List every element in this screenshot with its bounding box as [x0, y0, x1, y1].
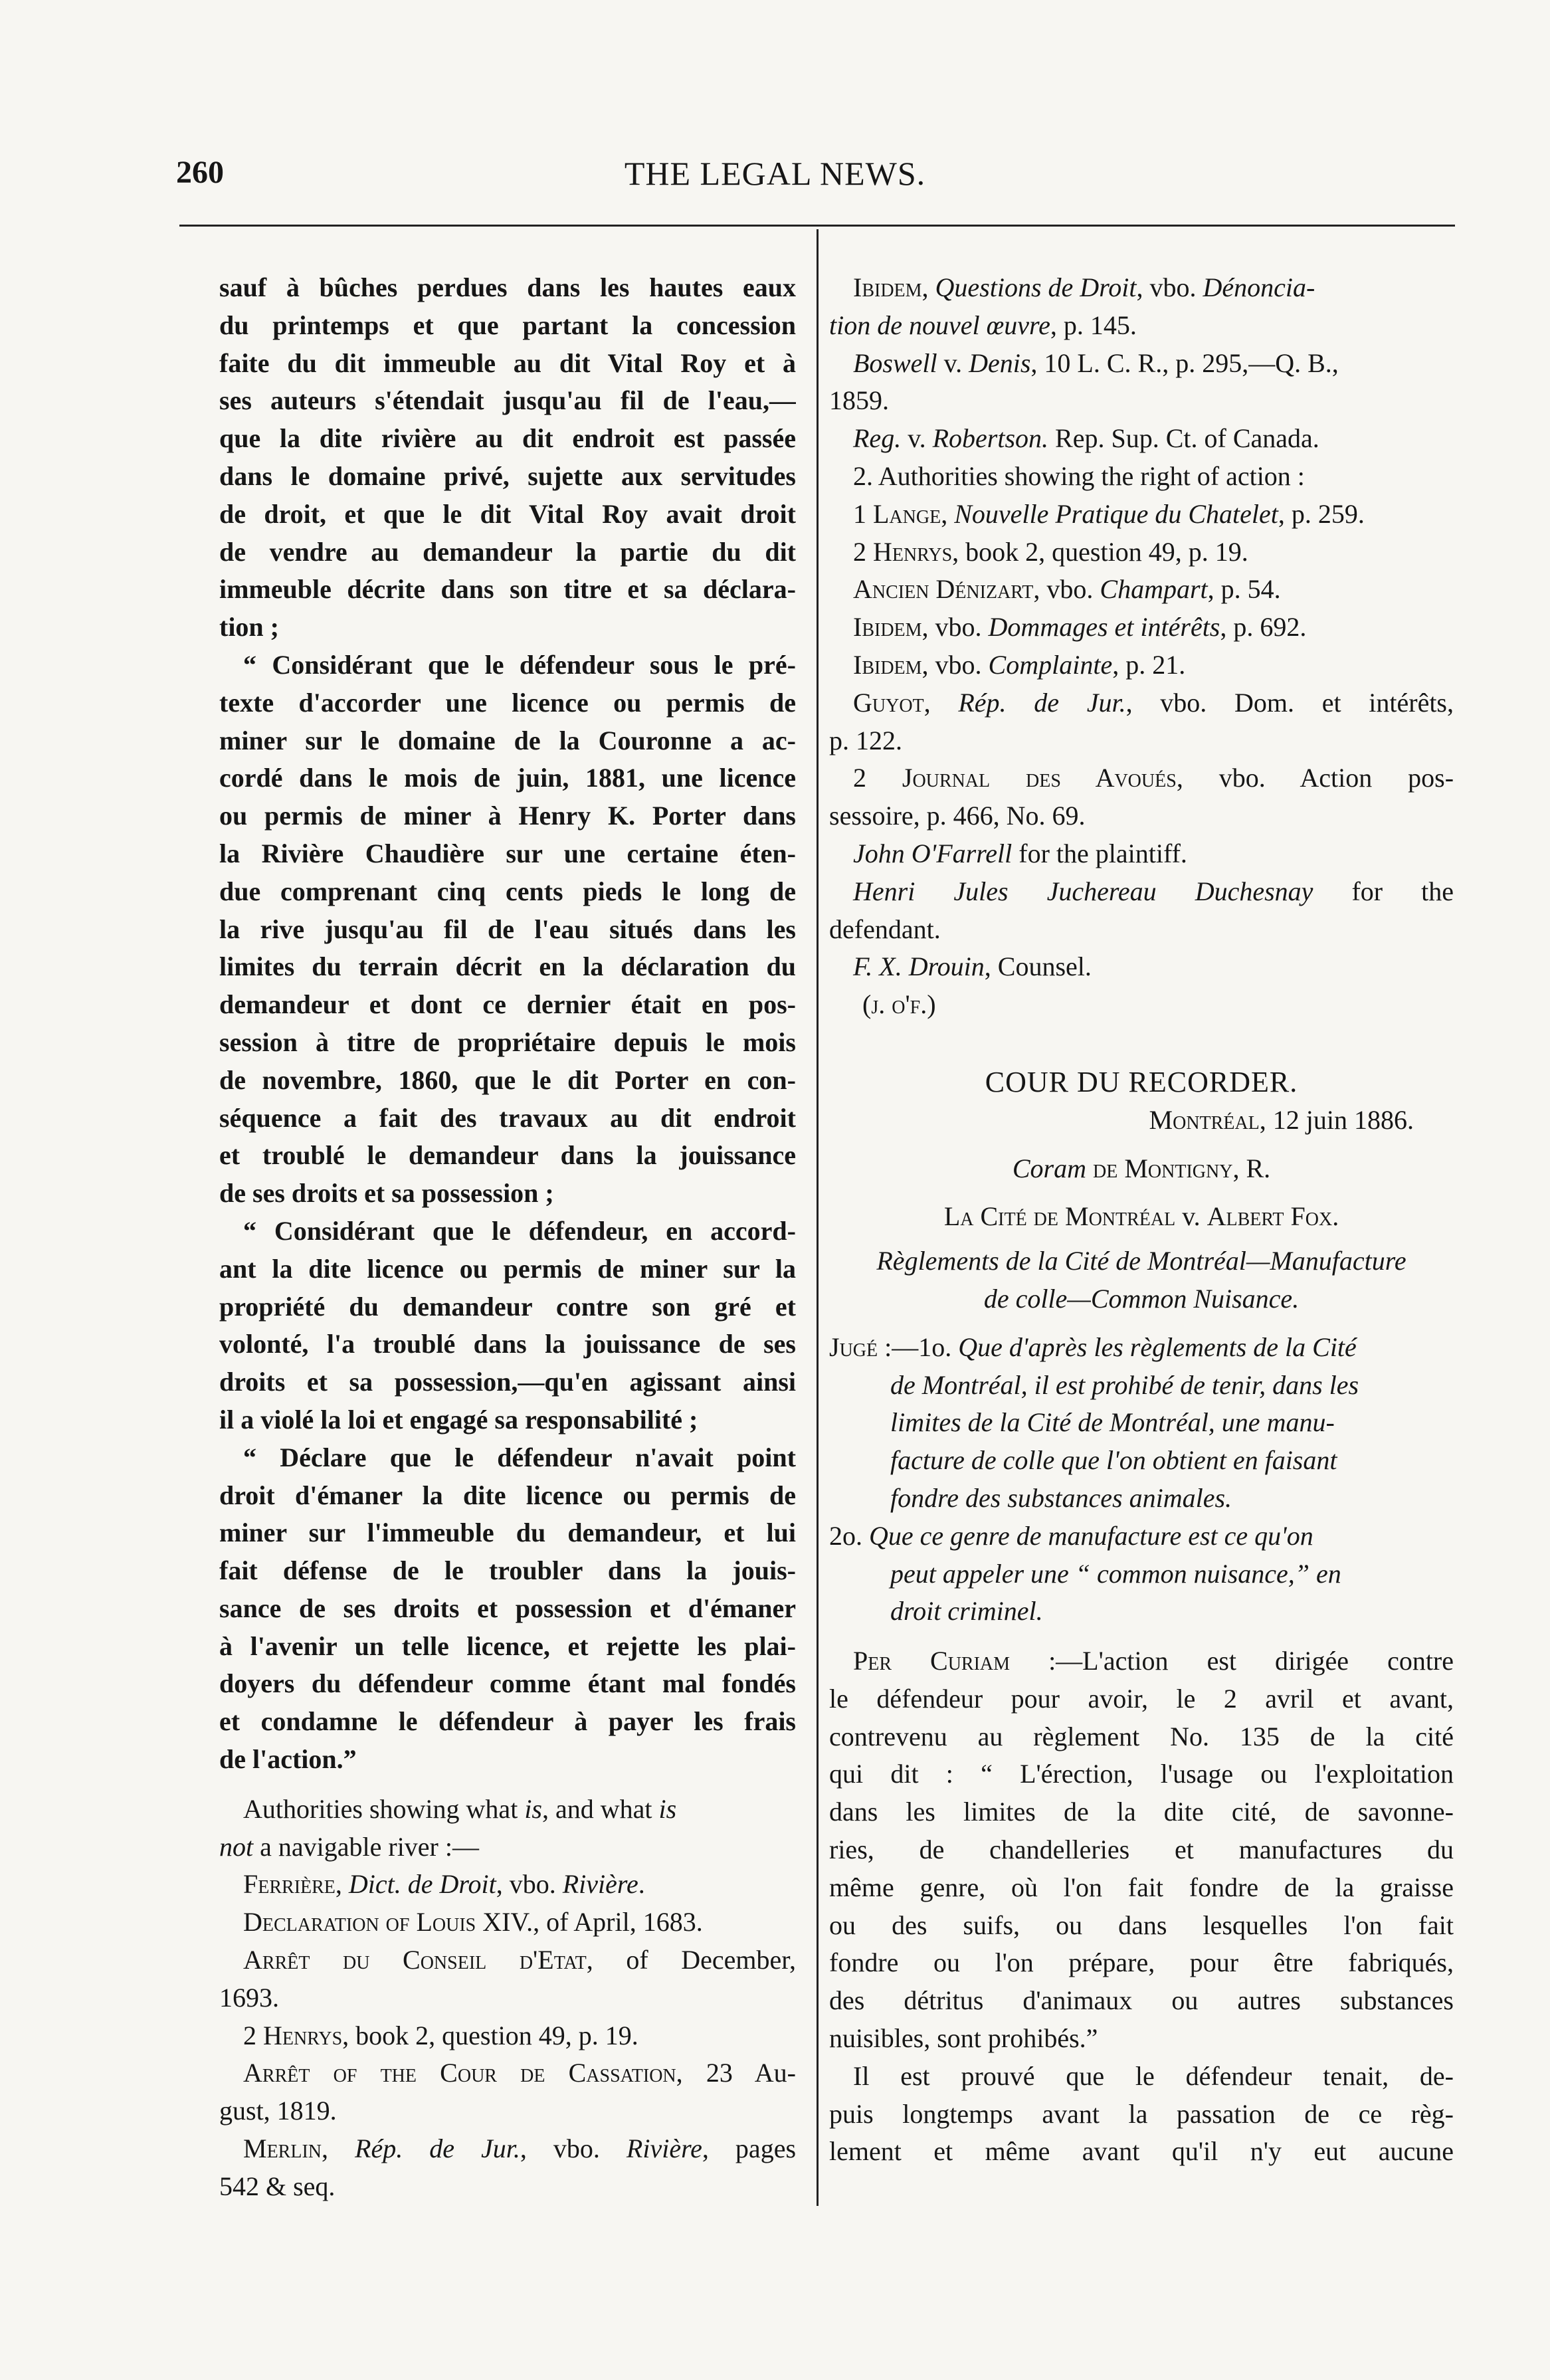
case-subject: Règlements de la Cité de Montréal—Manufacture [876, 1246, 1406, 1276]
citation-cont: tion de nouvel œuvre, p. 145. [829, 310, 1137, 340]
authorities-heading: 2. Authorities showing the right of action : [853, 460, 1305, 491]
header-rule [179, 225, 1455, 227]
text-line: cordé dans le mois de juin, 1881, une licence [219, 763, 796, 793]
case-heading: COUR DU RECORDER. [985, 1065, 1298, 1098]
text-line: sance de ses droits et possession et d'émaner [219, 1593, 796, 1623]
citation: 2 Henrys, book 2, question 49, p. 19. [853, 536, 1248, 567]
text-line: limites du terrain décrit en la déclaration du [219, 951, 796, 982]
headnote-line: limites de la Cité de Montréal, une manu- [890, 1407, 1335, 1438]
counsel-line-cont: defendant. [829, 914, 941, 944]
case-subject: de colle—Common Nuisance. [983, 1283, 1300, 1314]
text-line: la Rivière Chaudière sur une certaine éten- [219, 838, 796, 868]
text-line: nuisibles, sont prohibés.” [829, 2023, 1098, 2054]
text-line: due comprenant cinq cents pieds le long de [219, 876, 796, 906]
headnote-line: fondre des substances animales. [890, 1482, 1232, 1513]
counsel-line: John O'Farrell for the plaintiff. [853, 838, 1187, 868]
authorities-intro: Authorities showing what is, and what is [243, 1793, 677, 1824]
text-line: sauf à bûches perdues dans les hautes eaux [219, 272, 796, 302]
headnote-line: facture de colle que l'on obtient en faisant [890, 1445, 1337, 1476]
text-line: “ Considérant que le défendeur sous le pré- [243, 649, 796, 680]
citation-cont: sessoire, p. 466, No. 69. [829, 801, 1086, 831]
text-line: de l'action.” [219, 1744, 357, 1775]
citation: 1 Lange, Nouvelle Pratique du Chatelet, p. 259. [853, 498, 1365, 529]
headnote-line: de Montréal, il est prohibé de tenir, dans les [890, 1369, 1359, 1400]
citation: Ancien Dénizart, vbo. Champart, p. 54. [853, 574, 1281, 605]
text-line: le défendeur pour avoir, le 2 avril et avant, [829, 1683, 1454, 1714]
text-line: du printemps et que partant la concession [219, 310, 796, 340]
text-line: propriété du demandeur contre son gré et [219, 1291, 796, 1322]
headnote-held-1: Jugé :—1o. Que d'après les règlements de la Cité [829, 1332, 1357, 1362]
citation: Reg. v. Robertson. Rep. Sup. Ct. of Canada. [853, 423, 1319, 454]
citation: Ibidem, Questions de Droit, vbo. Dénoncia- [853, 272, 1315, 302]
text-line: de ses droits et sa possession ; [219, 1178, 554, 1209]
text-line: contrevenu au règlement No. 135 de la cité [829, 1721, 1454, 1751]
text-line: miner sur l'immeuble du demandeur, et lui [219, 1518, 796, 1548]
text-line: volonté, l'a troublé dans la jouissance de ses [219, 1329, 796, 1359]
citation-cont: p. 122. [829, 725, 902, 755]
citation: Guyot, Rép. de Jur., vbo. Dom. et intérêts, [853, 687, 1454, 718]
text-line: qui dit : “ L'érection, l'usage ou l'exploitation [829, 1759, 1454, 1789]
citation-cont: gust, 1819. [219, 2096, 337, 2126]
text-line: ries, de chandelleries et manufactures du [829, 1835, 1454, 1865]
text-line: la rive jusqu'au fil de l'eau situés dans les [219, 914, 796, 944]
page-number: 260 [176, 155, 224, 190]
text-line: puis longtemps avant la passation de ce règ- [829, 2098, 1454, 2129]
counsel-line: Henri Jules Juchereau Duchesnay for the [853, 876, 1454, 906]
citation: Merlin, Rép. de Jur., vbo. Rivière, pages [243, 2133, 796, 2164]
text-line: faite du dit immeuble au dit Vital Roy et à [219, 347, 796, 378]
text-line: immeuble décrite dans son titre et sa déclara- [219, 574, 796, 605]
text-line: ant la dite licence ou permis de miner sur la [219, 1253, 796, 1284]
text-line: Il est prouvé que le défendeur tenait, de- [853, 2060, 1454, 2091]
paragraph-4 [219, 1439, 796, 1779]
place-date: Montréal, 12 juin 1886. [1149, 1104, 1414, 1135]
column-divider [817, 229, 819, 2206]
text-line: doyers du défendeur comme étant mal fondés [219, 1668, 796, 1699]
text-line: de vendre au demandeur la partie du dit [219, 536, 796, 567]
citation: Arrêt of the Cour de Cassation, 23 Au- [243, 2058, 796, 2088]
text-line: droit d'émaner la dite licence ou permis de [219, 1480, 796, 1510]
text-line: des détritus d'animaux ou autres substances [829, 1985, 1454, 2016]
running-head: THE LEGAL NEWS. [624, 155, 926, 192]
citation: Boswell v. Denis, 10 L. C. R., p. 295,—Q. B., [853, 347, 1339, 378]
authorities-intro-cont: not a navigable river :— [219, 1831, 479, 1862]
citation-cont: 1859. [829, 385, 889, 416]
reporter-initials: (j. o'f.) [862, 989, 936, 1020]
citation: Arrêt du Conseil d'Etat, of December, [243, 1945, 796, 1975]
text-line: droits et sa possession,—qu'en agissant ainsi [219, 1367, 796, 1397]
text-line: ou des suifs, ou dans lesquelles l'on fait [829, 1910, 1454, 1940]
citation: Ibidem, vbo. Dommages et intérêts, p. 692. [853, 612, 1307, 643]
text-line: fondre ou l'on prépare, pour être fabriqués, [829, 1947, 1454, 1978]
text-line: fait défense de le troubler dans la jouis- [219, 1555, 796, 1586]
text-line: dans le domaine privé, sujette aux servitudes [219, 460, 796, 491]
text-line: ou permis de miner à Henry K. Porter dans [219, 801, 796, 831]
headnote-held-2: 2o. Que ce genre de manufacture est ce qu'on [829, 1520, 1313, 1551]
text-line: à l'avenir un telle licence, et rejette les plai- [219, 1631, 796, 1661]
counsel-line: F. X. Drouin, Counsel. [853, 951, 1092, 982]
text-line: que la dite rivière au dit endroit est passée [219, 423, 796, 454]
citation-cont: 542 & seq. [219, 2171, 336, 2201]
text-line: et troublé le demandeur dans la jouissance [219, 1140, 796, 1171]
text-line: texte d'accorder une licence ou permis de [219, 687, 796, 718]
right-column [829, 269, 1454, 2171]
paragraph-3 [219, 1213, 796, 1439]
coram: Coram de Montigny, R. [1012, 1153, 1271, 1183]
text-line: et condamne le défendeur à payer les frais [219, 1706, 796, 1737]
headnote-line: peut appeler une “ common nuisance,” en [890, 1558, 1341, 1589]
citation-cont: 1693. [219, 1982, 279, 2013]
text-line: lement et même avant qu'il n'y eut aucune [829, 2136, 1454, 2167]
citation: 2 Journal des Avoués, vbo. Action pos- [853, 763, 1454, 793]
citation: Declaration of Louis XIV., of April, 1683. [243, 1907, 703, 1937]
citation: 2 Henrys, book 2, question 49, p. 19. [243, 2020, 638, 2050]
headnote-line: droit criminel. [890, 1596, 1043, 1627]
text-line: de novembre, 1860, que le dit Porter en con- [219, 1064, 796, 1095]
text-line: “ Considérant que le défendeur, en accord- [243, 1215, 796, 1246]
text-line: de droit, et que le dit Vital Roy avait droit [219, 498, 796, 529]
text-line: même genre, où l'on fait fondre de la graisse [829, 1872, 1454, 1902]
citation: Ibidem, vbo. Complainte, p. 21. [853, 649, 1186, 680]
text-line: miner sur le domaine de la Couronne a ac- [219, 725, 796, 755]
text-line: séquence a fait des travaux au dit endroit [219, 1102, 796, 1133]
citation: Ferrière, Dict. de Droit, vbo. Rivière. [243, 1869, 645, 1900]
text-line: dans les limites de la dite cité, de savonne- [829, 1797, 1454, 1827]
text-line: demandeur et dont ce dernier était en pos- [219, 989, 796, 1020]
left-column [219, 269, 796, 2206]
text-line: ses auteurs s'étendait jusqu'au fil de l'eau,— [219, 385, 796, 416]
paragraph-1 [219, 269, 796, 646]
text-line: il a violé la loi et engagé sa responsabilité ; [219, 1404, 698, 1435]
paragraph-2 [219, 646, 796, 1213]
text-line: tion ; [219, 612, 279, 643]
text-line: “ Déclare que le défendeur n'avait point [243, 1442, 796, 1472]
text-line: session à titre de propriétaire depuis le mois [219, 1027, 796, 1057]
per-curiam: Per Curiam :—L'action est dirigée contre [853, 1646, 1454, 1676]
case-parties: La Cité de Montréal v. Albert Fox. [943, 1201, 1339, 1232]
